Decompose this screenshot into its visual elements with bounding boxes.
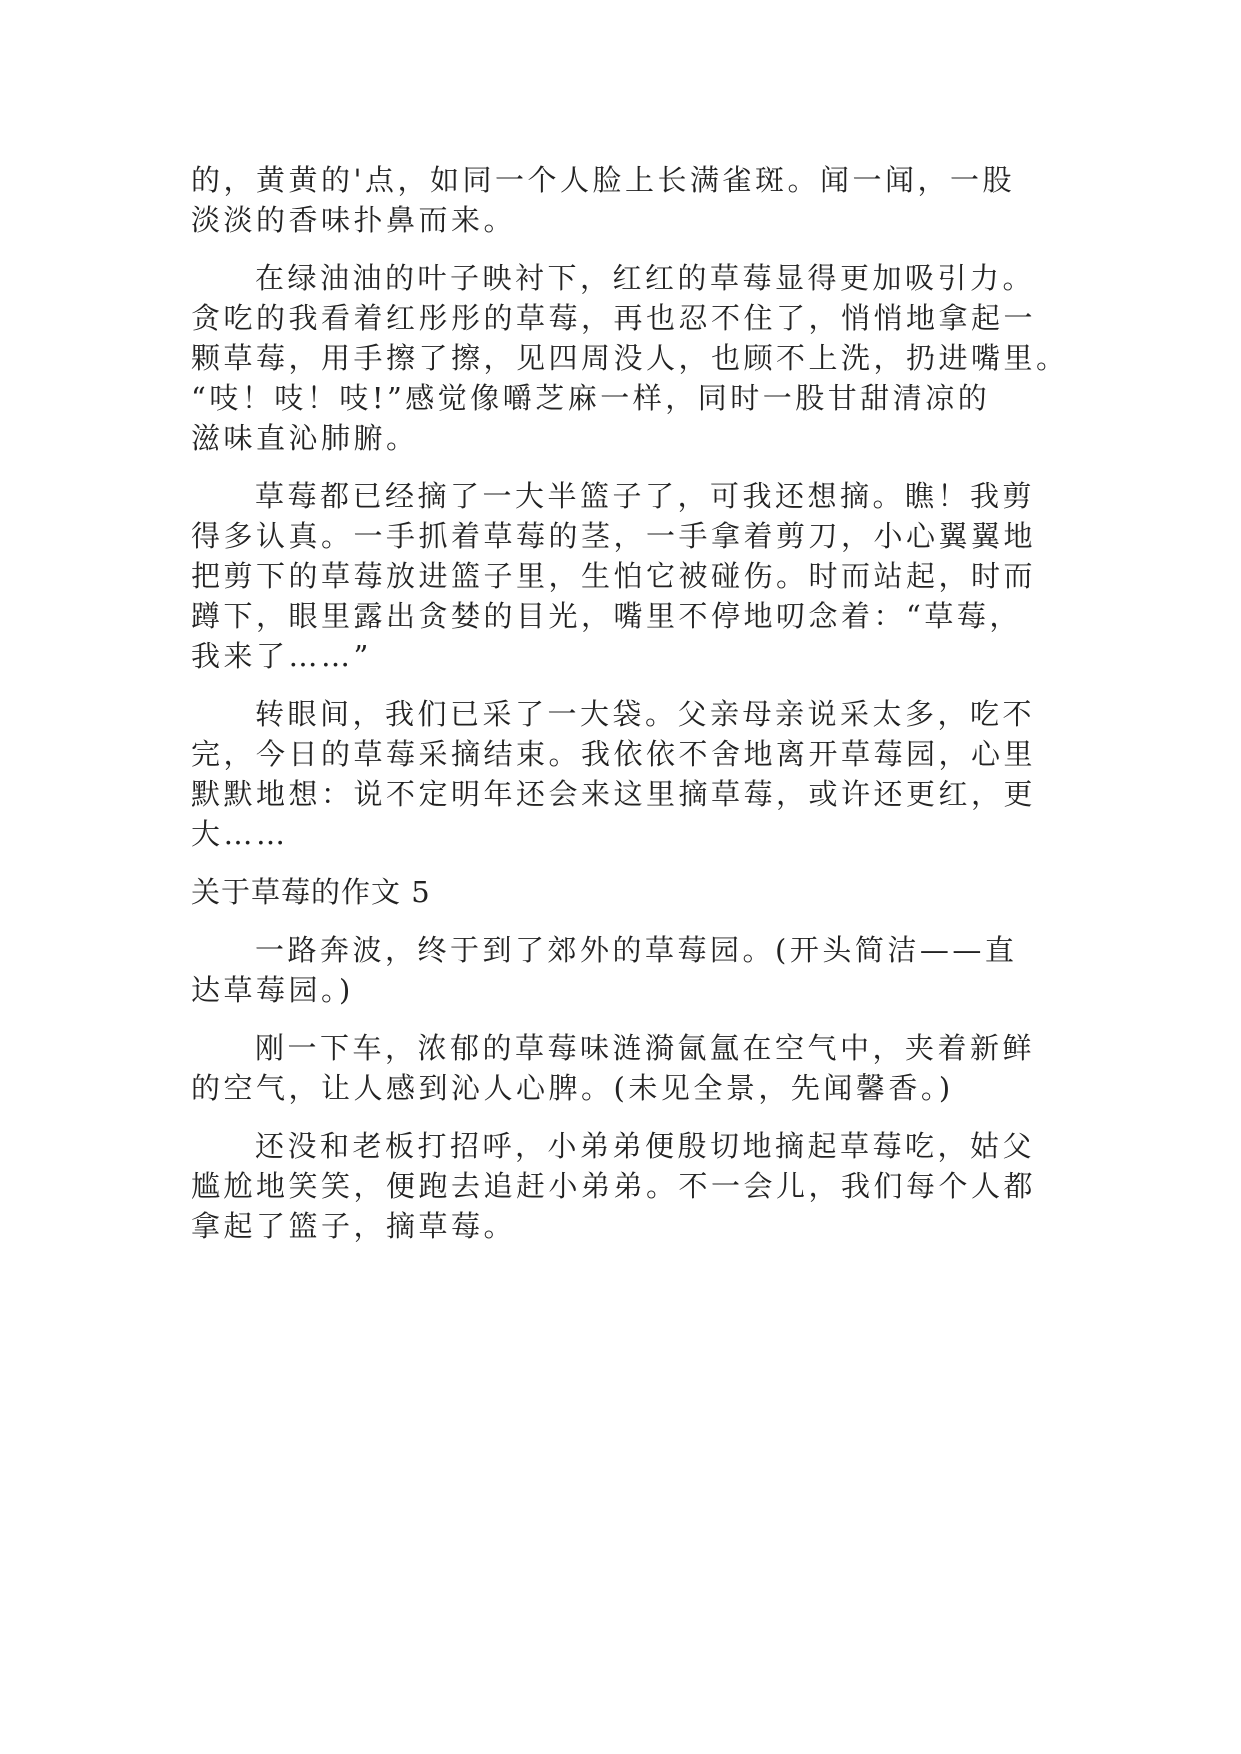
- text-line: “吱！吱！吱!”感觉像嚼芝麻一样，同时一股甘甜清凉的: [191, 381, 991, 415]
- text-line: 刚一下车，浓郁的草莓味涟漪氤氲在空气中，夹着新鲜: [255, 1031, 1036, 1065]
- paragraph-7: [191, 1126, 1061, 1246]
- text-line: 默默地想：说不定明年还会来这里摘草莓，或许还更红，更: [191, 777, 1037, 811]
- text-line: 大……: [191, 817, 289, 851]
- text-line: 一路奔波，终于到了郊外的草莓园。(开头简洁——直: [255, 933, 1018, 967]
- text-line: 颗草莓，用手擦了擦，见四周没人，也顾不上洗，扔进嘴里。: [191, 341, 1069, 375]
- section-heading: [191, 872, 1061, 912]
- paragraph-3: [191, 476, 1061, 676]
- text-line: 还没和老板打招呼，小弟弟便殷切地摘起草莓吃，姑父: [255, 1129, 1036, 1163]
- document-body: [191, 160, 1069, 1246]
- text-line: 尴尬地笑笑，便跑去追赶小弟弟。不一会儿，我们每个人都: [191, 1169, 1037, 1203]
- text-line: 的空气，让人感到沁人心脾。(未见全景，先闻馨香。): [191, 1071, 954, 1105]
- paragraph-2: [191, 258, 1069, 458]
- text-line: 拿起了篮子，摘草莓。: [191, 1209, 517, 1243]
- paragraph-1: [191, 160, 1061, 240]
- text-line: 淡淡的香味扑鼻而来。: [191, 203, 517, 237]
- text-line: 转眼间，我们已采了一大袋。父亲母亲说采太多，吃不: [255, 697, 1036, 731]
- text-line: 把剪下的草莓放进篮子里，生怕它被碰伤。时而站起，时而: [191, 559, 1037, 593]
- text-line: 完，今日的草莓采摘结束。我依依不舍地离开草莓园，心里: [191, 737, 1037, 771]
- essay-title: 关于草莓的作文 5: [191, 875, 431, 909]
- text-line: 草莓都已经摘了一大半篮子了，可我还想摘。瞧！我剪: [255, 479, 1036, 513]
- text-line: 达草莓园。): [191, 973, 354, 1007]
- paragraph-4: [191, 694, 1061, 854]
- text-line: 得多认真。一手抓着草莓的茎，一手拿着剪刀，小心翼翼地: [191, 519, 1037, 553]
- text-line: 在绿油油的叶子映衬下，红红的草莓显得更加吸引力。: [255, 261, 1036, 295]
- text-line: 的，黄黄的'点，如同一个人脸上长满雀斑。闻一闻，一股: [191, 163, 1015, 197]
- text-line: 贪吃的我看着红彤彤的草莓，再也忍不住了，悄悄地拿起一: [191, 301, 1037, 335]
- paragraph-6: [191, 1028, 1061, 1108]
- text-line: 蹲下，眼里露出贪婪的目光，嘴里不停地叨念着：“草莓，: [191, 599, 1022, 633]
- text-line: 滋味直沁肺腑。: [191, 421, 419, 455]
- text-line: 我来了……”: [191, 639, 372, 673]
- paragraph-5: [191, 930, 1061, 1010]
